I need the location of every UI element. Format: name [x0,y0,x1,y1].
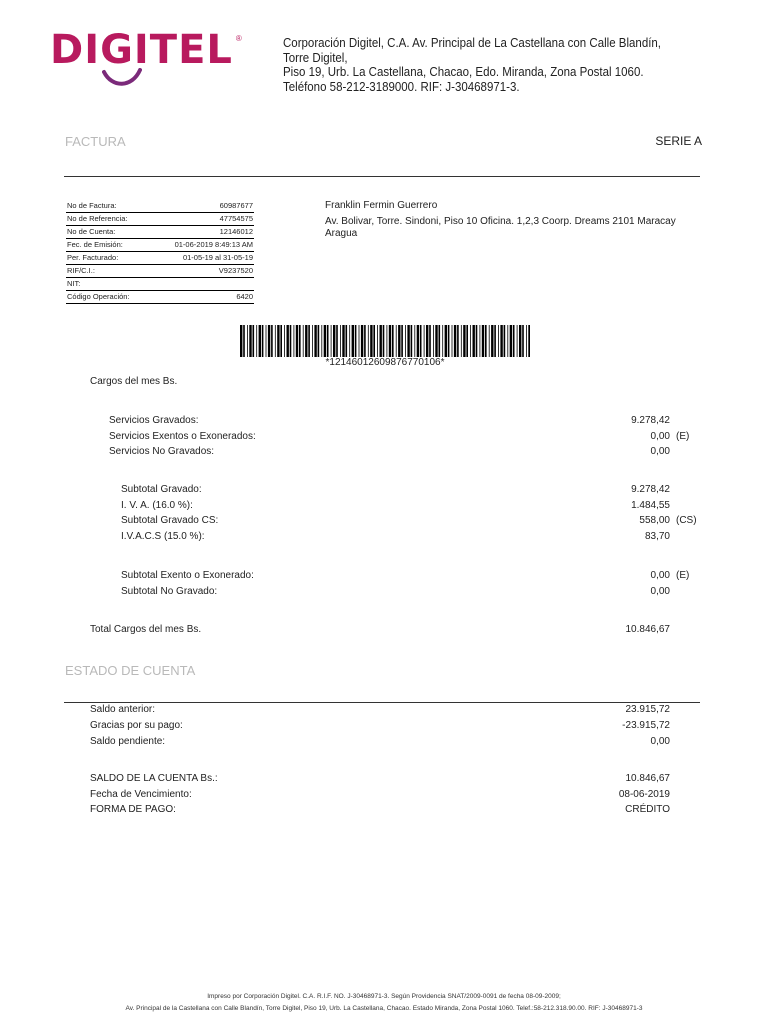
barcode-bar [470,325,471,357]
line-value: 83,70 [644,530,670,542]
barcode-bar [414,325,415,357]
barcode-bar [504,325,506,357]
barcode-bar [500,325,502,357]
line-label: FORMA DE PAGO: [90,804,176,815]
line-label: I. V. A. (16.0 %): [121,499,193,511]
barcode-bar [528,325,530,357]
barcode-bar [352,325,354,357]
line-value: 9.278,42 [631,484,670,495]
info-label: NIT: [66,277,150,290]
line-label: Saldo pendiente: [90,736,166,747]
barcode-bar [522,325,524,357]
barcode-bar [305,325,307,357]
line-label: Servicios No Gravados: [109,446,215,457]
logo-wordmark: DIGITEL [50,27,233,73]
barcode-bar [510,325,512,357]
line-label: Subtotal No Gravado: [121,585,218,597]
line-value: 9.278,42 [631,415,670,426]
info-value: 01-05-19 al 31-05-19 [150,251,254,264]
line-value: -23.915,72 [622,720,670,731]
line-value: 08-06-2019 [618,788,670,800]
barcode-bar [318,325,320,357]
barcode-bar [249,325,251,357]
info-row [66,251,254,264]
info-value: 47754575 [150,212,254,225]
barcode-bar [396,325,397,357]
barcode-bar [398,325,400,357]
barcode-number: *1214601260987677010​6* [325,357,445,368]
barcode-bar [420,325,422,357]
barcode-bar [526,325,527,357]
total-label: Total Cargos del mes Bs. [90,624,202,635]
company-line-1: Corporación Digitel, C.A. Av. Principal de La Castellana con Calle Blandín, Torre Digitel, [283,36,662,65]
barcode-bar [519,325,521,357]
barcode-bar [324,325,326,357]
info-row [66,290,254,303]
barcode-bar [485,325,487,357]
info-value: 60987677 [150,199,254,212]
info-row [66,238,254,251]
barcode-bar [327,325,329,357]
barcode-bar [480,325,481,357]
barcode-bar [287,325,289,357]
barcode-bar [331,325,332,357]
footer-line-2: Av. Principal de la Castellana con Calle Blandín, Torre Digitel, Piso 19, Urb. La Castellana, Chacao. Estado Miranda, Zona Postal 1060. Telef.:58-212.318.90.00. RIF: J-30468971-3 [125,1005,643,1012]
barcode-bar [314,325,316,357]
barcode-bar [387,325,388,357]
info-value: 12146012 [150,225,254,238]
barcode-bar [299,325,301,357]
barcode-bar [280,325,282,357]
barcode-bar [308,325,310,357]
barcode-bar [426,325,428,357]
barcode [240,325,530,357]
line-value: 0,00 [650,446,670,457]
barcode-bar [355,325,357,357]
barcode-bar [461,325,462,357]
barcode-bar [463,325,465,357]
barcode-bar [268,325,270,357]
line-value: CRÉDITO [625,804,670,815]
barcode-bar [349,325,350,357]
barcode-bar [240,325,242,357]
barcode-bar [433,325,434,357]
barcode-bar [262,325,264,357]
barcode-bar [389,325,391,357]
barcode-bar [275,325,276,357]
barcode-bar [439,325,441,357]
info-value: 6420 [150,290,254,303]
barcode-bar [457,325,459,357]
barcode-bar [445,325,447,357]
line-value: 10.846,67 [625,773,670,784]
line-label: Fecha de Vencimiento: [90,788,192,800]
logo-swoosh-icon [102,68,142,90]
barcode-bar [271,325,273,357]
company-line-2: Piso 19, Urb. La Castellana, Chacao, Edo. Miranda, Zona Postal 1060. [283,65,644,79]
barcode-bar [359,325,360,357]
info-label: No de Cuenta: [66,225,150,238]
barcode-bar [429,325,431,357]
info-value: V9237520 [150,264,254,277]
charges-header: Cargos del mes Bs. [90,376,178,387]
invoice-info-table [66,199,254,304]
invoice-serie: SERIE A [655,134,702,148]
line-label: Subtotal Gravado: [121,484,202,495]
barcode-bar [340,325,341,357]
barcode-bar [513,325,515,357]
barcode-bar [517,325,518,357]
client-state: Aragua [325,228,358,239]
barcode-bar [380,325,382,357]
line-label: Gracias por su pago: [90,720,183,731]
barcode-bar [454,325,456,357]
statement-title: ESTADO DE CUENTA [65,663,196,678]
barcode-bar [312,325,313,357]
divider [64,702,700,703]
info-row [66,225,254,238]
barcode-bar [303,325,304,357]
company-info [283,36,688,94]
line-label: Subtotal Gravado CS: [121,515,219,526]
barcode-bar [377,325,378,357]
barcode-bar [342,325,344,357]
line-flag: (E) [676,430,690,442]
info-label: Per. Facturado: [66,251,150,264]
line-label: Servicios Exentos o Exonerados: [109,430,256,442]
barcode-bar [383,325,385,357]
info-label: Fec. de Emisión: [66,238,150,251]
barcode-bar [333,325,335,357]
barcode-bar [473,325,475,357]
barcode-bar [321,325,322,357]
company-line-3: Teléfono 58-212-3189000. RIF: J-30468971-3. [283,79,520,94]
barcode-bar [435,325,437,357]
info-row [66,199,254,212]
client-block [325,200,705,240]
barcode-bar [336,325,338,357]
info-label: Código Operación: [66,290,150,303]
barcode-bar [243,325,245,357]
line-value: 0,00 [650,430,670,442]
line-label: I.V.A.C.S (15.0 %): [121,530,205,542]
line-value: 0,00 [650,736,670,747]
barcode-bar [368,325,369,357]
barcode-bar [489,325,490,357]
info-value [150,277,254,290]
barcode-bar [284,325,285,357]
barcode-bar [253,325,255,357]
info-row [66,264,254,277]
divider [64,176,700,177]
barcode-bar [466,325,468,357]
line-value: 0,00 [650,585,670,597]
barcode-bar [411,325,413,357]
barcode-bar [392,325,394,357]
barcode-bar [247,325,248,357]
barcode-bar [482,325,484,357]
barcode-bar [361,325,363,357]
client-name: Franklin Fermin Guerrero [325,200,438,211]
info-value: 01-06-2019 8:49:13 AM [150,238,254,251]
barcode-bar [494,325,496,357]
barcode-bar [491,325,493,357]
barcode-bar [448,325,450,357]
line-label: Subtotal Exento o Exonerado: [121,570,254,581]
line-value: 558,00 [639,515,670,526]
barcode-bar [405,325,406,357]
info-row [66,277,254,290]
footer-line-1: Impreso por Corporación Digitel. C.A. R.I.F. NO. J-30468971-3. Según Providencia SNAT/2009-0091 de fecha 08-09-2009; [207,993,561,1000]
invoice-title: FACTURA [65,134,126,149]
info-label: No de Factura: [66,199,150,212]
info-label: RIF/C.I.: [66,264,150,277]
barcode-bar [346,325,348,357]
barcode-bar [259,325,261,357]
line-value: 0,00 [650,570,670,581]
info-row [66,212,254,225]
info-label: No de Referencia: [66,212,150,225]
barcode-bar [296,325,298,357]
registered-mark: ® [235,34,242,43]
line-flag: (E) [676,570,690,581]
barcode-bar [256,325,257,357]
line-label: SALDO DE LA CUENTA Bs.: [90,773,218,784]
barcode-bar [442,325,443,357]
line-label: Saldo anterior: [90,704,156,715]
barcode-bar [373,325,375,357]
line-value: 1.484,55 [631,499,670,511]
line-value: 23.915,72 [625,704,670,715]
client-address: Av. Bolivar, Torre. Sindoni, Piso 10 Oficina. 1,2,3 Coorp. Dreams 2101 Maracay [325,216,676,227]
barcode-bar [507,325,508,357]
barcode-bar [364,325,366,357]
barcode-bar [417,325,419,357]
barcode-bar [424,325,425,357]
barcode-bar [476,325,478,357]
barcode-bar [407,325,409,357]
barcode-bar [370,325,372,357]
barcode-bar [498,325,499,357]
barcode-bar [290,325,292,357]
digitel-logo [50,28,242,72]
barcode-bar [401,325,403,357]
barcode-bar [266,325,267,357]
barcode-bar [294,325,295,357]
barcode-bar [277,325,279,357]
barcode-bar [452,325,453,357]
line-flag: (CS) [676,515,697,526]
total-value: 10.846,67 [625,624,670,635]
line-label: Servicios Gravados: [109,415,199,426]
